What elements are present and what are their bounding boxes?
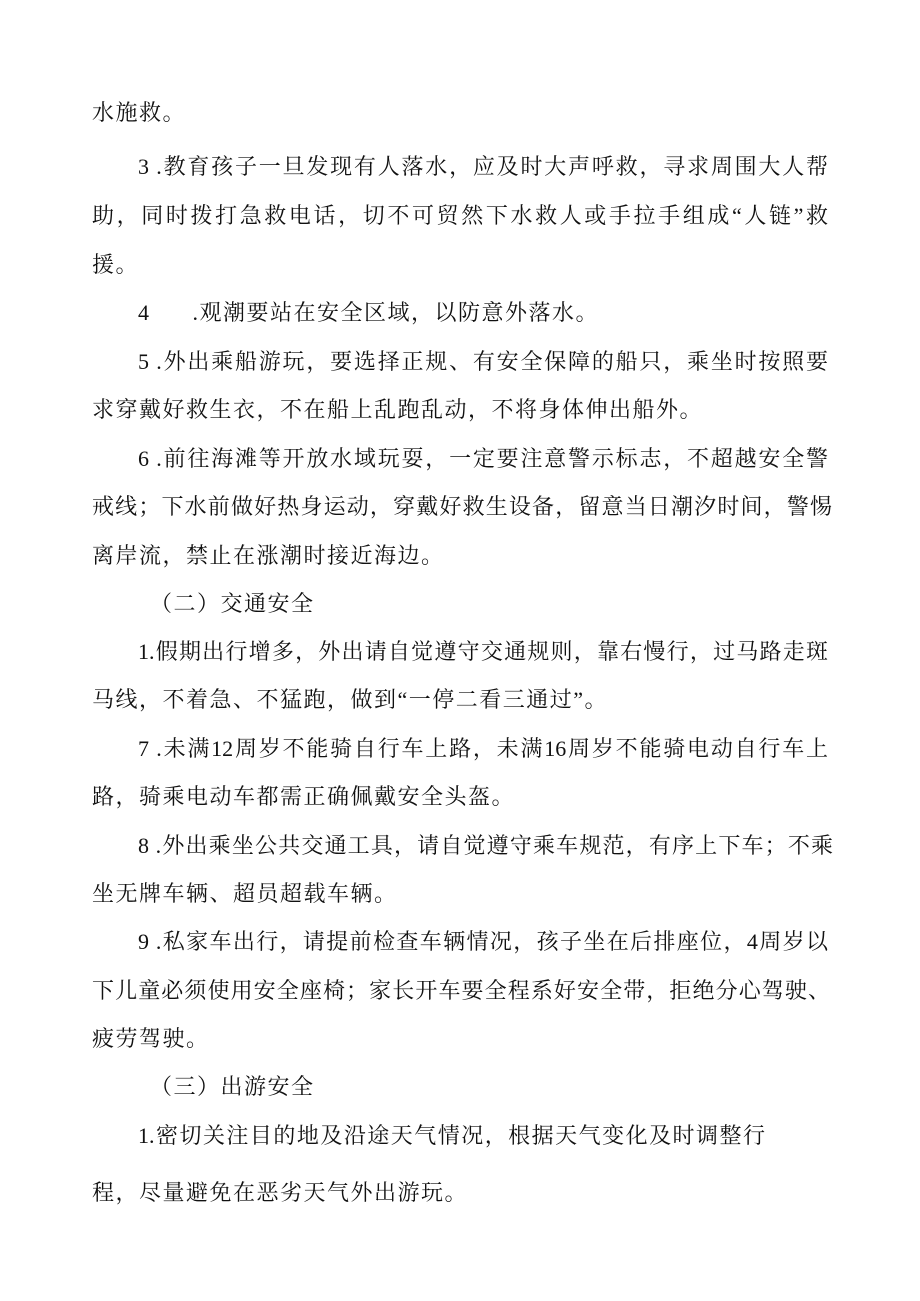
text-line: 水施救。 [92, 100, 187, 125]
text-line: 8 .外出乘坐公共交通工具，请自觉遵守乘车规范，有序上下车；不乘 [138, 833, 833, 858]
text-line: 戒线；下水前做好热身运动，穿戴好救生设备，留意当日潮汐时间，警惕 [92, 494, 832, 519]
text-line: 路，骑乘电动车都需正确佩戴安全头盔。 [92, 784, 516, 809]
text-line: 马线，不着急、不猛跑，做到“一停二看三通过”。 [92, 687, 609, 712]
text-line: 3 .教育孩子一旦发现有人落水，应及时大声呼救，寻求周围大人帮 [138, 154, 828, 179]
text-line: 4 .观潮要站在安全区域，以防意外落水。 [138, 300, 600, 325]
section-heading: （三）出游安全 [150, 1074, 315, 1099]
text-line: 疲劳驾驶。 [92, 1026, 210, 1051]
text-line: 7 .未满12周岁不能骑自行车上路，未满16周岁不能骑电动自行车上 [138, 736, 828, 761]
text-line: 5 .外出乘船游玩，要选择正规、有安全保障的船只，乘坐时按照要 [138, 349, 828, 374]
text-line: 离岸流，禁止在涨潮时接近海边。 [92, 543, 445, 568]
section-heading: （二）交通安全 [150, 591, 315, 616]
text-line: 坐无牌车辆、超员超载车辆。 [92, 881, 398, 906]
text-line: 1.假期出行增多，外出请自觉遵守交通规则，靠右慢行，过马路走斑 [138, 639, 828, 664]
text-line: 6 .前往海滩等开放水域玩耍，一定要注意警示标志，不超越安全警 [138, 446, 828, 471]
text-line: 1.密切关注目的地及沿途天气情况，根据天气变化及时调整行 [138, 1123, 765, 1148]
text-line: 求穿戴好救生衣，不在船上乱跑乱动，不将身体伸出船外。 [92, 397, 704, 422]
text-line: 程，尽量避免在恶劣天气外出游玩。 [92, 1180, 469, 1205]
text-line: 9 .私家车出行，请提前检查车辆情况，孩子坐在后排座位，4周岁以 [138, 929, 828, 954]
text-line: 助，同时拨打急救电话，切不可贸然下水救人或手拉手组成“人链”救 [92, 203, 828, 228]
text-line: 援。 [92, 252, 140, 277]
text-line: 下儿童必须使用安全座椅；家长开车要全程系好安全带，拒绝分心驾驶、 [92, 978, 830, 1003]
